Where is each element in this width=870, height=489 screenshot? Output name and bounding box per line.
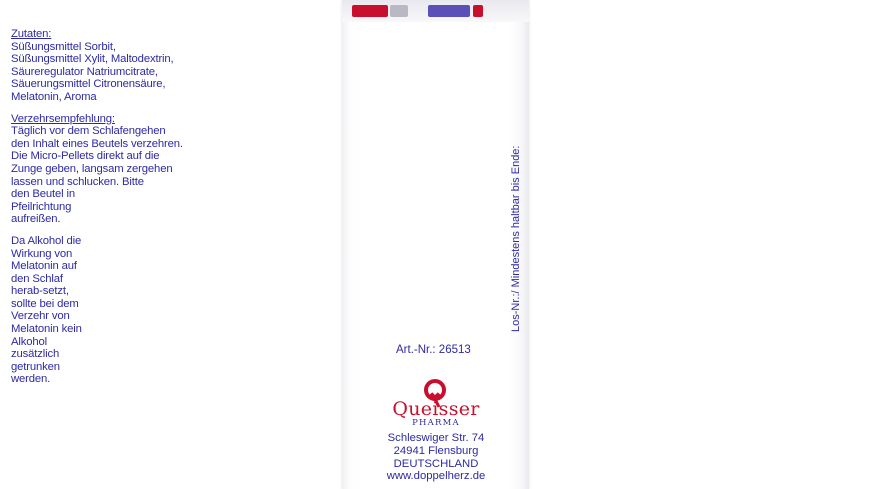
address-city: 24941 Flensburg	[393, 444, 479, 457]
box-top-strip	[342, 0, 529, 22]
top-graphic-grey	[390, 5, 408, 17]
company-address	[372, 432, 500, 483]
top-graphic-purple	[428, 5, 470, 17]
ingredients-heading: Zutaten:	[11, 28, 52, 40]
label-text-block	[11, 28, 186, 386]
lot-expiry-text: Los-Nr.:/ Mindestens haltbar bis Ende:	[510, 145, 522, 332]
recommendation-text: Täglich vor dem Schlafengehen den Inhalt eines Beutels verzehren. Die Micro-Pellets direkt auf die Zunge geben, langsam zergehen lassen und schlucken. Bitte	[11, 125, 183, 188]
top-graphic-red	[352, 5, 388, 17]
top-graphic-red-small	[473, 5, 483, 17]
alcohol-warning-text: Da Alkohol die Wirkung von Melatonin auf den Schlaf herab-setzt, sollte bei dem Verzehr von Melatonin kein Alkohol zusätzlich getrunken werden.	[11, 234, 82, 386]
address-website: www.doppelherz.de	[386, 470, 486, 483]
ingredients-text: Süßungsmittel Sorbit, Süßungsmittel Xylit, Maltodextrin, Säureregulator Natriumcitrate, Säuerungsmittel Citronensäure, Melatonin, Aroma	[11, 40, 174, 103]
recommendation-heading: Verzehrsempfehlung:	[11, 112, 115, 125]
address-country: DEUTSCHLAND	[393, 457, 479, 470]
brand-name: Queisser	[392, 398, 480, 420]
address-street: Schleswiger Str. 74	[387, 432, 485, 444]
article-number: Art.-Nr.: 26513	[396, 344, 471, 356]
brand-subtitle: PHARMA	[412, 418, 460, 428]
recommendation-text-narrow: den Beutel in Pfeilrichtung aufreißen.	[11, 188, 76, 226]
